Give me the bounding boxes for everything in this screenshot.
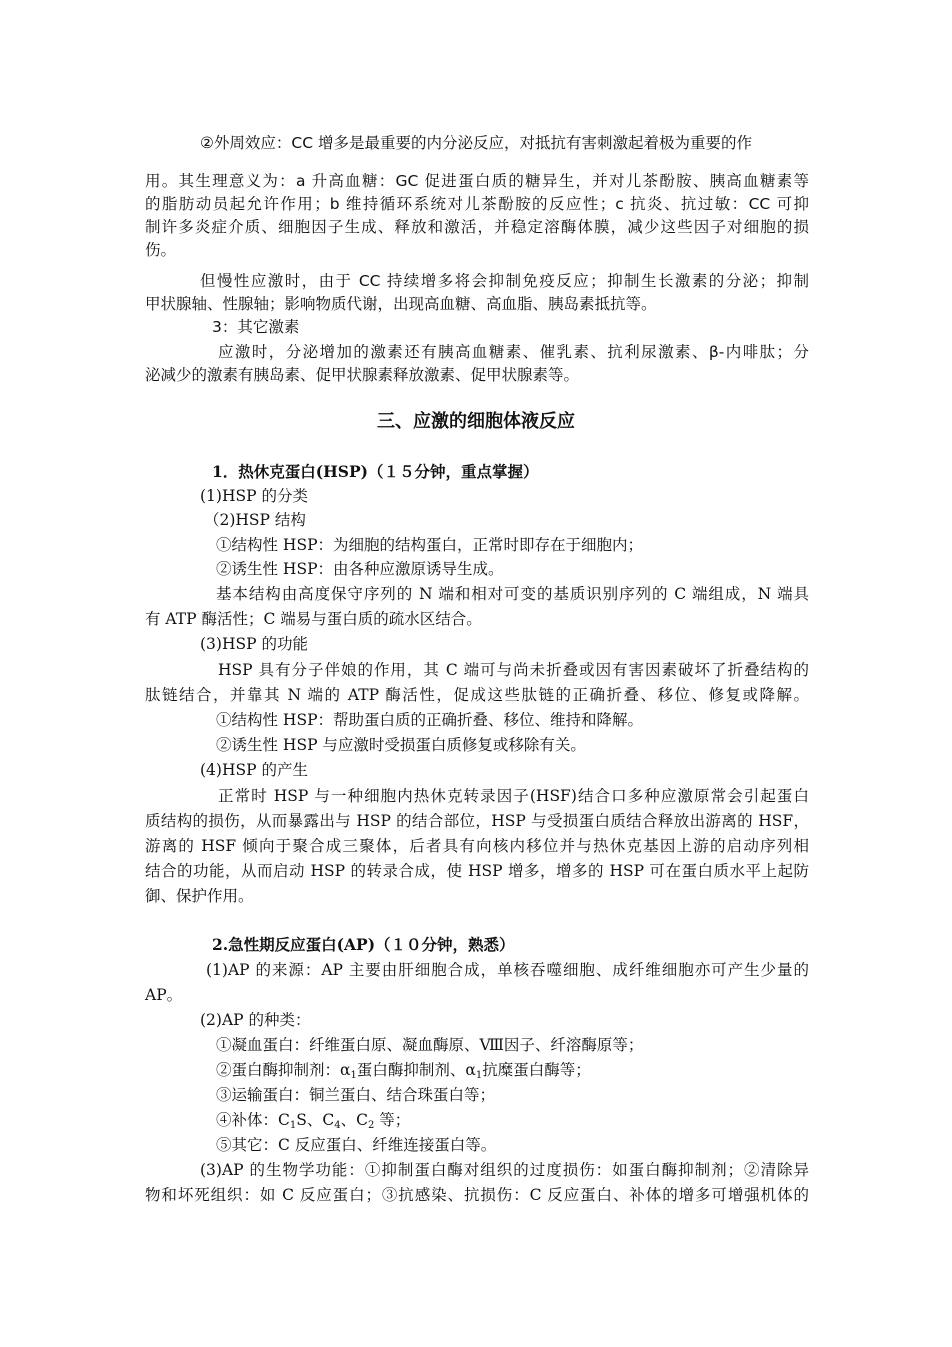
subscript: 2	[367, 1120, 375, 1131]
paragraph-line: 泌减少的激素有胰岛素、促甲状腺素释放激素、促甲状腺素等。	[145, 366, 580, 384]
paragraph-line: HSP 具有分子伴娘的作用，其 C 端可与尚未折叠或因有害因素破坏了折叠结构的	[218, 661, 809, 679]
text-run: ②蛋白酶抑制剂：α	[216, 1061, 351, 1079]
text-run: S、C	[296, 1111, 335, 1129]
paragraph-line: 但慢性应激时，由于 CC 持续增多将会抑制免疫反应；抑制生长激素的分泌；抑制	[200, 272, 809, 290]
paragraph-line: 质结构的损伤，从而暴露出与 HSP 的结合部位，HSP 与受损蛋白质结合释放出游离的 HSF，	[145, 812, 809, 830]
paragraph-line: 御、保护作用。	[145, 887, 254, 905]
paragraph-line: 有 ATP 酶活性；C 端易与蛋白质的疏水区结合。	[145, 610, 482, 628]
paragraph-line: 游离的 HSF 倾向于聚合成三聚体，后者具有向核内移位并与热休克基因上游的启动序列相	[145, 837, 809, 855]
text-run: 等；	[374, 1111, 411, 1129]
paragraph-line: 结合的功能，从而启动 HSP 的转录合成，使 HSP 增多，增多的 HSP 可在蛋白质水平上起防	[145, 862, 809, 880]
paragraph-line: 正常时 HSP 与一种细胞内热休克转录因子(HSF)结合口多种应激原常会引起蛋白	[218, 787, 809, 805]
section-title: 三、应激的细胞体液反应	[377, 411, 575, 432]
text-run: 、C	[340, 1111, 368, 1129]
paragraph-line: (3)AP 的生物学功能：①抑制蛋白酶对组织的过度损伤：如蛋白酶抑制剂；②清除异	[200, 1161, 809, 1179]
subscript: 1	[350, 1070, 357, 1081]
subscript: 4	[334, 1120, 341, 1131]
paragraph-line: ⑤其它：C 反应蛋白、纤维连接蛋白等。	[216, 1136, 497, 1154]
paragraph-line: 伤。	[145, 241, 177, 259]
paragraph-line: (2)AP 的种类：	[200, 1011, 311, 1029]
paragraph-line: ②诱生性 HSP 与应激时受损蛋白质修复或移除有关。	[216, 736, 586, 754]
paragraph-line: 应激时，分泌增加的激素还有胰高血糖素、催乳素、抗利尿激素、β-内啡肽；分	[218, 343, 809, 361]
paragraph-line: AP。	[145, 986, 183, 1004]
paragraph-line: 制许多炎症介质、细胞因子生成、释放和激活，并稳定溶酶体膜，减少这些因子对细胞的损	[145, 218, 809, 236]
paragraph-line: ①凝血蛋白：纤维蛋白原、凝血酶原、Ⅷ因子、纤溶酶原等；	[216, 1036, 644, 1054]
paragraph-line: 肽链结合，并靠其 N 端的 ATP 酶活性，促成这些肽链的正确折叠、移位、修复或降解。	[145, 686, 809, 704]
subsection-heading: 1．热休克蛋白(HSP)（１５分钟，重点掌握）	[212, 462, 539, 481]
paragraph-line: 物和坏死组织：如 C 反应蛋白；③抗感染、抗损伤：C 反应蛋白、补体的增多可增强机体的	[145, 1186, 809, 1204]
paragraph-line: (1)AP 的来源：AP 主要由肝细胞合成，单核吞噬细胞、成纤维细胞亦可产生少量的	[206, 961, 809, 979]
paragraph-line: (1)HSP 的分类	[200, 487, 308, 505]
paragraph-line: ①结构性 HSP：为细胞的结构蛋白，正常时即存在于细胞内；	[216, 536, 643, 554]
paragraph-line: (4)HSP 的产生	[200, 761, 308, 779]
subscript: 1	[475, 1070, 483, 1081]
paragraph-line: 基本结构由高度保守序列的 N 端和相对可变的基质识别序列的 C 端组成，N 端具	[216, 585, 809, 603]
subheading: 3：其它激素	[212, 318, 300, 336]
paragraph-line: 用。其生理意义为：a 升高血糖：GC 促进蛋白质的糖异生，并对儿茶酚胺、胰高血糖素等	[145, 172, 809, 190]
paragraph-line: ②诱生性 HSP：由各种应激原诱导生成。	[216, 560, 504, 578]
paragraph-line: 的脂肪动员起允许作用；b 维持循环系统对儿茶酚胺的反应性；c 抗炎、抗过敏：CC 可抑	[145, 195, 809, 213]
paragraph-line	[216, 1059, 591, 1082]
paragraph-line	[216, 1109, 410, 1132]
text-run: ④补体：C	[216, 1111, 290, 1129]
paragraph-line: ②外周效应：CC 增多是最重要的内分泌反应，对抵抗有害刺激起着极为重要的作	[200, 134, 752, 152]
subsection-heading: 2.急性期反应蛋白(AP)（１０分钟，熟悉）	[212, 935, 515, 954]
subscript: 1	[289, 1120, 297, 1131]
paragraph-line: ③运输蛋白：铜兰蛋白、结合珠蛋白等；	[216, 1086, 496, 1104]
paragraph-line: ①结构性 HSP：帮助蛋白质的正确折叠、移位、维持和降解。	[216, 711, 643, 729]
paragraph-line: （2)HSP 结构	[204, 511, 306, 529]
text-run: 蛋白酶抑制剂、α	[356, 1061, 476, 1079]
text-run: 抗糜蛋白酶等；	[482, 1061, 591, 1079]
paragraph-line: 甲状腺轴、性腺轴；影响物质代谢，出现高血糖、高血脂、胰岛素抵抗等。	[145, 295, 657, 313]
paragraph-line: (3)HSP 的功能	[200, 635, 308, 653]
